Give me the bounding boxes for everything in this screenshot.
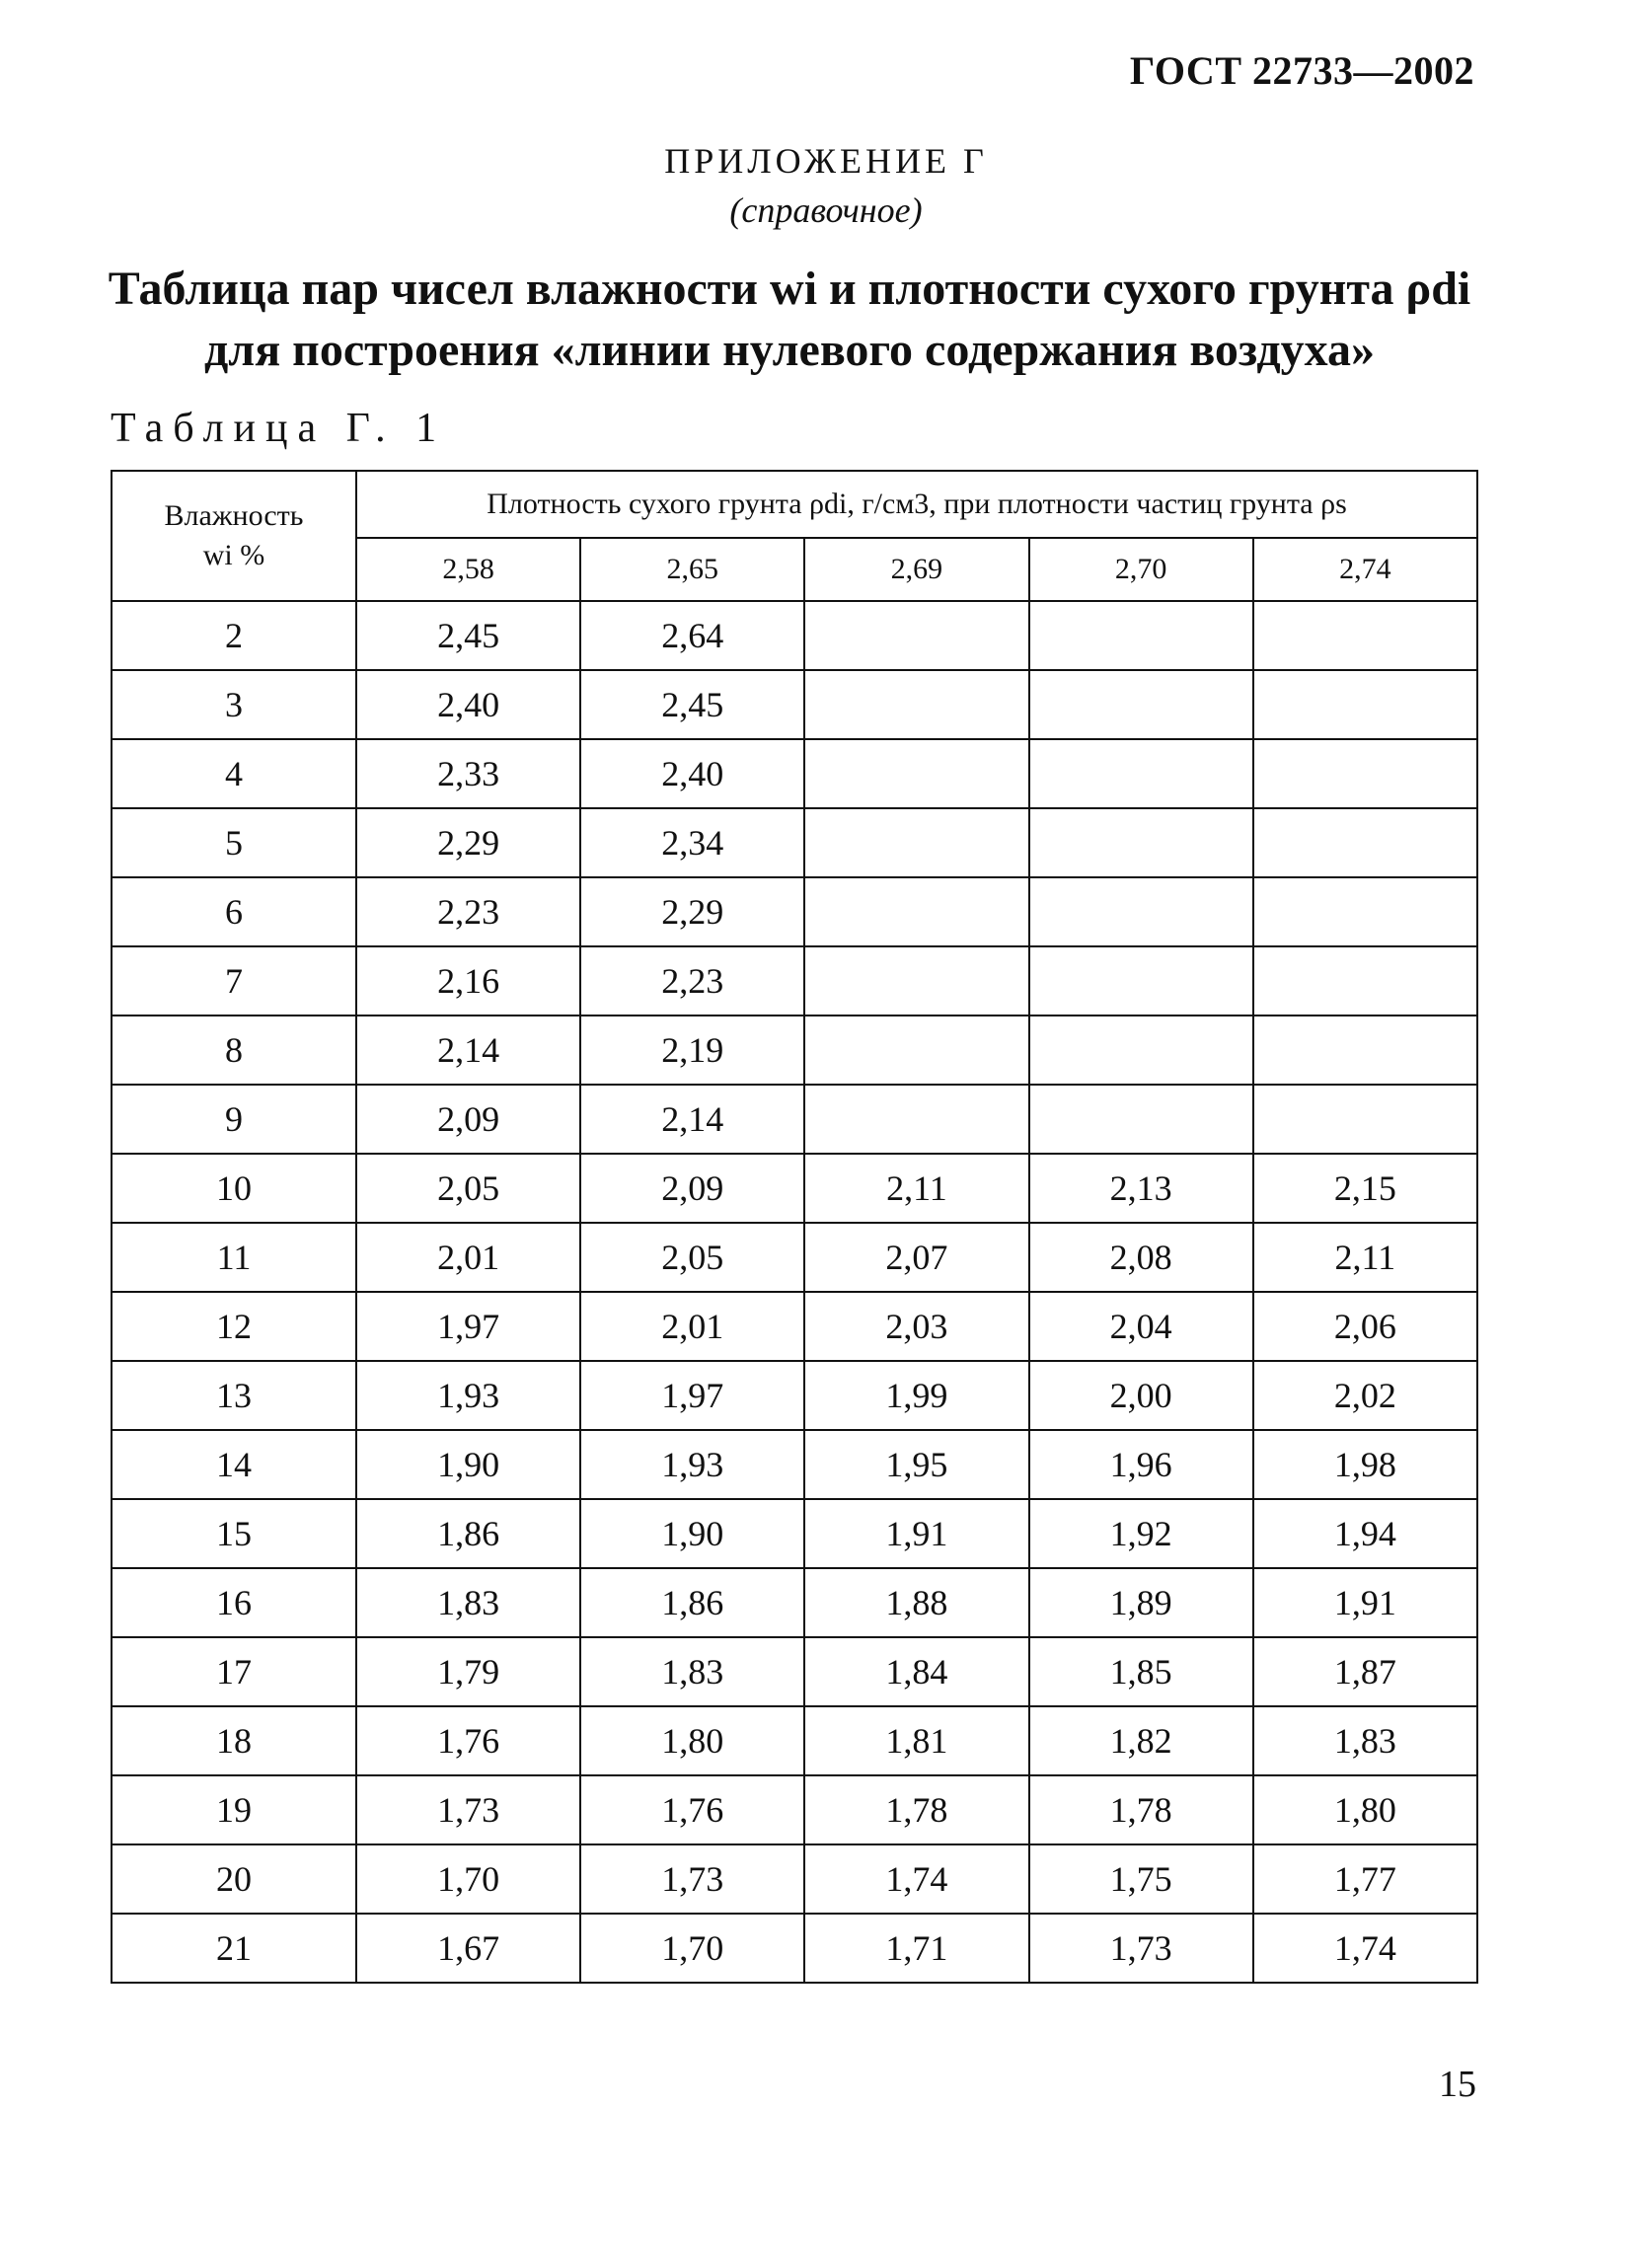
density-value-cell: 2,07 <box>804 1223 1028 1292</box>
density-value-cell: 1,98 <box>1253 1430 1477 1499</box>
table-row <box>112 1706 1477 1775</box>
density-value-cell: 1,97 <box>580 1361 804 1430</box>
density-value-cell: 2,64 <box>580 601 804 670</box>
density-header-cell: 2,70 <box>1029 538 1253 601</box>
density-value-cell: 2,02 <box>1253 1361 1477 1430</box>
density-value-cell: 1,90 <box>580 1499 804 1568</box>
moisture-cell: 5 <box>112 808 356 877</box>
table-row <box>112 1637 1477 1706</box>
page-number: 15 <box>1439 2064 1476 2105</box>
density-value-cell: 2,45 <box>356 601 580 670</box>
moisture-cell: 8 <box>112 1016 356 1085</box>
moisture-cell: 21 <box>112 1914 356 1983</box>
density-value-cell <box>1253 1016 1477 1085</box>
density-value-cell <box>804 739 1028 808</box>
density-value-cell: 2,01 <box>580 1292 804 1361</box>
density-value-cell <box>804 946 1028 1016</box>
density-value-cell: 1,85 <box>1029 1637 1253 1706</box>
density-value-cell: 1,82 <box>1029 1706 1253 1775</box>
density-value-cell <box>1029 1085 1253 1154</box>
density-value-cell: 1,73 <box>580 1844 804 1914</box>
moisture-cell: 13 <box>112 1361 356 1430</box>
density-value-cell: 2,19 <box>580 1016 804 1085</box>
table-caption: Таблица Г. 1 <box>111 406 447 451</box>
density-value-cell: 1,75 <box>1029 1844 1253 1914</box>
density-value-cell: 1,93 <box>356 1361 580 1430</box>
density-value-cell: 1,73 <box>1029 1914 1253 1983</box>
density-value-cell <box>1029 601 1253 670</box>
moisture-cell: 11 <box>112 1223 356 1292</box>
moisture-cell: 3 <box>112 670 356 739</box>
density-value-cell: 2,40 <box>356 670 580 739</box>
table-row <box>112 1016 1477 1085</box>
table-row <box>112 1154 1477 1223</box>
density-value-cell: 1,83 <box>356 1568 580 1637</box>
density-value-cell: 1,80 <box>1253 1775 1477 1844</box>
table-row <box>112 1568 1477 1637</box>
table-row <box>112 670 1477 739</box>
density-value-cell: 2,34 <box>580 808 804 877</box>
appendix-label: ПРИЛОЖЕНИЕ Г <box>664 141 988 181</box>
density-value-cell: 1,92 <box>1029 1499 1253 1568</box>
table-row <box>112 1430 1477 1499</box>
table-row <box>112 739 1477 808</box>
appendix-note: (справочное) <box>729 190 923 230</box>
density-value-cell: 1,78 <box>804 1775 1028 1844</box>
density-value-cell: 2,33 <box>356 739 580 808</box>
density-value-cell <box>1253 601 1477 670</box>
moisture-cell: 17 <box>112 1637 356 1706</box>
density-value-cell: 1,99 <box>804 1361 1028 1430</box>
density-value-cell: 1,81 <box>804 1706 1028 1775</box>
density-value-cell: 1,73 <box>356 1775 580 1844</box>
density-header-cell: 2,58 <box>356 538 580 601</box>
density-value-cell: 2,14 <box>356 1016 580 1085</box>
density-value-cell: 2,45 <box>580 670 804 739</box>
density-value-cell <box>1029 739 1253 808</box>
moisture-column-header <box>112 471 356 601</box>
density-value-cell: 1,87 <box>1253 1637 1477 1706</box>
density-value-cell <box>1029 670 1253 739</box>
density-value-cell <box>804 1016 1028 1085</box>
density-value-cell: 2,14 <box>580 1085 804 1154</box>
density-value-cell <box>1253 1085 1477 1154</box>
density-value-cell: 1,80 <box>580 1706 804 1775</box>
moisture-cell: 19 <box>112 1775 356 1844</box>
density-value-cell <box>1029 877 1253 946</box>
moisture-header-sub: wi % <box>202 539 265 571</box>
density-value-cell <box>1029 1016 1253 1085</box>
table-row <box>112 946 1477 1016</box>
moisture-cell: 4 <box>112 739 356 808</box>
density-value-cell: 1,76 <box>356 1706 580 1775</box>
density-group-header: Плотность сухого грунта ρdi, г/см3, при плотности частиц грунта ρs <box>356 471 1477 538</box>
density-value-cell <box>1029 946 1253 1016</box>
density-value-cell <box>1029 808 1253 877</box>
density-value-cell: 2,08 <box>1029 1223 1253 1292</box>
density-header-cell: 2,65 <box>580 538 804 601</box>
density-value-cell: 1,91 <box>804 1499 1028 1568</box>
moisture-cell: 9 <box>112 1085 356 1154</box>
moisture-cell: 15 <box>112 1499 356 1568</box>
table-row <box>112 1223 1477 1292</box>
table-body <box>112 601 1477 1983</box>
density-value-cell: 2,16 <box>356 946 580 1016</box>
density-value-cell <box>804 877 1028 946</box>
density-value-cell: 1,86 <box>356 1499 580 1568</box>
density-value-cell: 2,09 <box>356 1085 580 1154</box>
density-value-cell: 2,06 <box>1253 1292 1477 1361</box>
moisture-cell: 12 <box>112 1292 356 1361</box>
density-value-cell: 1,95 <box>804 1430 1028 1499</box>
density-value-cell: 1,89 <box>1029 1568 1253 1637</box>
density-value-cell: 2,04 <box>1029 1292 1253 1361</box>
density-value-cell: 2,40 <box>580 739 804 808</box>
density-value-cell <box>804 1085 1028 1154</box>
density-value-cell: 1,83 <box>580 1637 804 1706</box>
density-header-cell: 2,69 <box>804 538 1028 601</box>
density-value-cell: 1,70 <box>580 1914 804 1983</box>
density-value-cell <box>1253 877 1477 946</box>
density-value-cell: 1,78 <box>1029 1775 1253 1844</box>
table-row <box>112 1361 1477 1430</box>
moisture-cell: 10 <box>112 1154 356 1223</box>
page-title <box>99 259 1480 381</box>
moisture-cell: 14 <box>112 1430 356 1499</box>
moisture-cell: 7 <box>112 946 356 1016</box>
moisture-cell: 16 <box>112 1568 356 1637</box>
density-value-cell: 2,15 <box>1253 1154 1477 1223</box>
density-value-cell: 1,97 <box>356 1292 580 1361</box>
density-value-cell: 2,05 <box>356 1154 580 1223</box>
density-value-cell: 1,76 <box>580 1775 804 1844</box>
moisture-header-label: Влажность <box>164 499 304 532</box>
density-value-cell <box>1253 670 1477 739</box>
moisture-cell: 20 <box>112 1844 356 1914</box>
density-value-cell: 2,01 <box>356 1223 580 1292</box>
density-value-cell: 1,96 <box>1029 1430 1253 1499</box>
density-value-cell: 1,90 <box>356 1430 580 1499</box>
density-value-cell: 1,88 <box>804 1568 1028 1637</box>
density-value-cell: 1,83 <box>1253 1706 1477 1775</box>
density-value-cell: 2,09 <box>580 1154 804 1223</box>
table-row <box>112 1775 1477 1844</box>
density-value-cell <box>804 670 1028 739</box>
moisture-cell: 2 <box>112 601 356 670</box>
density-value-cell: 2,11 <box>804 1154 1028 1223</box>
title-line-2: для построения «линии нулевого содержания воздуха» <box>204 324 1375 376</box>
table-row <box>112 1292 1477 1361</box>
density-value-cell: 1,86 <box>580 1568 804 1637</box>
table-row <box>112 1085 1477 1154</box>
moisture-cell: 18 <box>112 1706 356 1775</box>
table-row <box>112 1914 1477 1983</box>
density-value-cell: 2,13 <box>1029 1154 1253 1223</box>
moisture-cell: 6 <box>112 877 356 946</box>
density-value-cell: 1,94 <box>1253 1499 1477 1568</box>
density-value-cell: 1,67 <box>356 1914 580 1983</box>
density-value-cell <box>1253 739 1477 808</box>
density-value-cell <box>804 808 1028 877</box>
density-value-cell: 1,93 <box>580 1430 804 1499</box>
table-row <box>112 1499 1477 1568</box>
density-value-cell <box>1253 946 1477 1016</box>
density-value-cell: 1,74 <box>1253 1914 1477 1983</box>
density-value-cell: 1,74 <box>804 1844 1028 1914</box>
density-value-cell <box>804 601 1028 670</box>
table-row <box>112 877 1477 946</box>
density-value-cell: 2,29 <box>580 877 804 946</box>
density-value-cell: 2,03 <box>804 1292 1028 1361</box>
density-value-cell: 1,71 <box>804 1914 1028 1983</box>
table-row <box>112 808 1477 877</box>
density-value-cell <box>1253 808 1477 877</box>
title-line-1: Таблица пар чисел влажности wi и плотности сухого грунта ρdi <box>108 263 1471 315</box>
density-value-cell: 1,79 <box>356 1637 580 1706</box>
density-value-cell: 1,77 <box>1253 1844 1477 1914</box>
density-value-cell: 2,05 <box>580 1223 804 1292</box>
density-value-cell: 1,91 <box>1253 1568 1477 1637</box>
density-header-cell: 2,74 <box>1253 538 1477 601</box>
table-row <box>112 1844 1477 1914</box>
moisture-density-table <box>111 470 1478 1984</box>
density-value-cell: 1,70 <box>356 1844 580 1914</box>
density-value-cell: 2,23 <box>356 877 580 946</box>
density-value-cell: 2,00 <box>1029 1361 1253 1430</box>
document-code: ГОСТ 22733—2002 <box>1129 48 1474 93</box>
density-value-cell: 1,84 <box>804 1637 1028 1706</box>
density-value-cell: 2,23 <box>580 946 804 1016</box>
density-value-cell: 2,29 <box>356 808 580 877</box>
density-value-cell: 2,11 <box>1253 1223 1477 1292</box>
table-row <box>112 601 1477 670</box>
